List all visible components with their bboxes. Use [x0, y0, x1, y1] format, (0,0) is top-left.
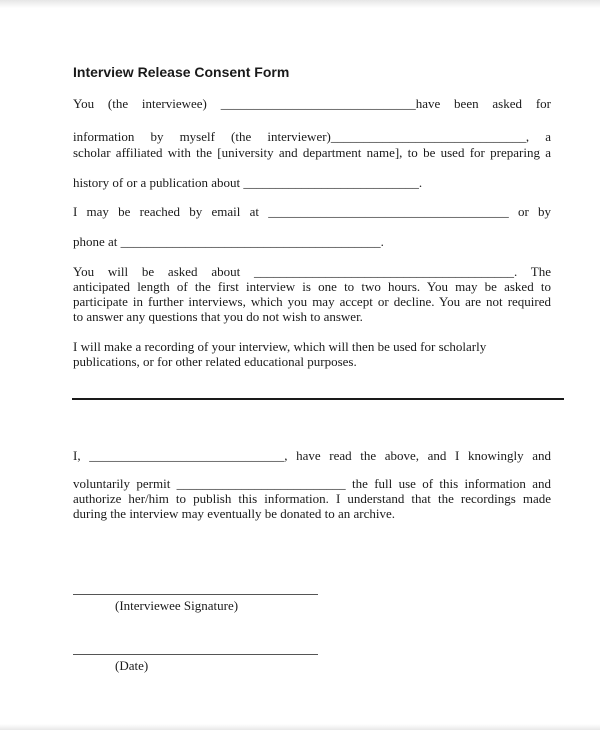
signature-line — [73, 594, 318, 595]
signature-label: (Interviewee Signature) — [115, 598, 239, 613]
section-divider — [72, 398, 564, 400]
paragraph-line-phone: phone at ________________________________________. — [73, 234, 384, 249]
paragraph-line-length: anticipated length of the first interview is one to two hours. You may be asked to — [73, 279, 551, 294]
paragraph-line-archive: during the interview may eventually be donated to an archive. — [73, 506, 395, 521]
paragraph-line-topic: You will be asked about ________________________________________. The — [73, 264, 551, 279]
paragraph-line-publication: history of or a publication about ___________________________. — [73, 175, 423, 190]
paragraph-line-interviewee: You (the interviewee) ______________________________have been asked for — [73, 96, 551, 111]
paragraph-line-authorize: authorize her/him to publish this information. I understand that the recordings made — [73, 491, 551, 506]
paragraph-line-acknowledge: I, ______________________________, have read the above, and I knowingly and — [73, 448, 551, 463]
paragraph-line-further: participate in further interviews, which you may accept or decline. You are not required — [73, 294, 551, 309]
paragraph-line-recording: I will make a recording of your interview, which will then be used for scholarly — [73, 339, 487, 354]
date-label: (Date) — [115, 658, 149, 673]
paragraph-line-permit: voluntarily permit __________________________ the full use of this information and — [73, 476, 551, 491]
page-top-edge — [0, 0, 600, 8]
paragraph-line-purposes: publications, or for other related educational purposes. — [73, 354, 357, 369]
paragraph-line-questions: to answer any questions that you do not wish to answer. — [73, 309, 363, 324]
paragraph-line-affiliation: scholar affiliated with the [university and department name], to be used for preparing a — [73, 145, 551, 160]
date-line — [73, 654, 318, 655]
paragraph-line-interviewer: information by myself (the interviewer)______________________________, a — [73, 129, 551, 144]
page-bottom-edge — [0, 724, 600, 730]
paragraph-line-email: I may be reached by email at _____________________________________ or by — [73, 204, 551, 219]
form-title: Interview Release Consent Form — [73, 64, 290, 80]
